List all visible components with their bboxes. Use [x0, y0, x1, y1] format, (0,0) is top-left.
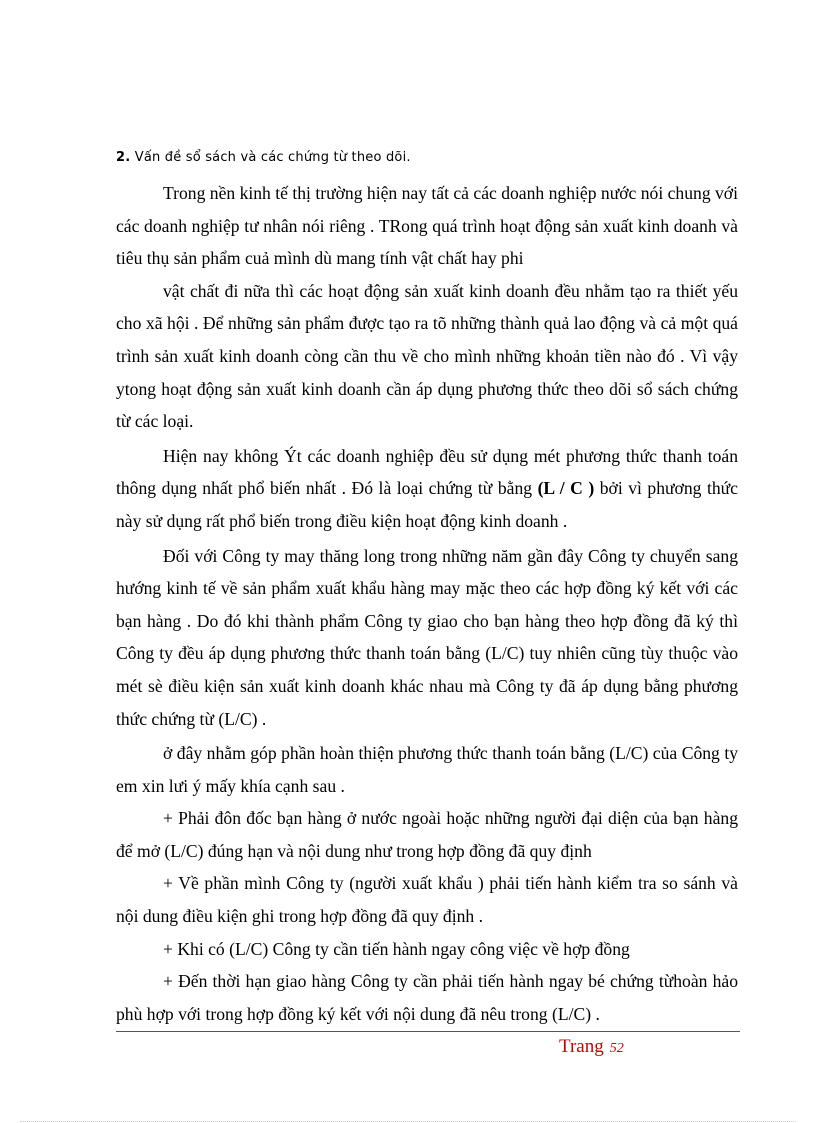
section-heading — [116, 150, 411, 165]
page-number: 52 — [609, 1041, 624, 1056]
paragraph-3 — [116, 440, 738, 538]
paragraph-3-tail: bởi vì phương thức này sử dụng rất phổ biến trong điều kiện hoạt động kinh doanh . — [116, 478, 738, 531]
paragraph-3-text: Hiện nay không Ýt các doanh nghiệp đều sử dụng mét phương thức thanh toán thông dụng nhất phổ biến nhất . Đó là loại chứng từ bằng — [116, 445, 738, 499]
footer-label: Trang — [559, 1036, 604, 1057]
bullet-item: + Về phần mình Công ty (người xuất khẩu ) phải tiến hành kiểm tra so sánh và nội dung điều kiện ghi trong hợp đồng đã quy định . — [116, 873, 738, 927]
section-number: 2. — [116, 150, 131, 165]
paragraph-5: ở đây nhằm góp phần hoàn thiện phương thức thanh toán bằng (L/C) của Công ty em xin lưi ý mấy khía cạnh sau . — [116, 743, 738, 796]
bullet-item: + Khi có (L/C) Công ty cần tiến hành ngay công việc về hợp đồng — [163, 938, 630, 959]
paragraph-4: Đối với Công ty may thăng long trong những năm gần đây Công ty chuyển sang hướng kinh tế về sản phẩm xuất khẩu hàng may mặc theo các hợp đồng ký kết với các bạn hàng . Do đó khi thành phẩm Công ty giao cho bạn hàng theo hợp đồng đã ký thì Công ty đều áp dụng phương thức thanh toán bằng (L/C) tuy nhiên cũng tùy thuộc vào mét sè điều kiện sản xuất kinh doanh khác nhau mà Công ty đã áp dụng bằng phương thức chứng từ (L/C) . — [116, 545, 738, 729]
footer-divider — [116, 1031, 740, 1032]
page-bottom-border — [20, 1121, 796, 1122]
paragraph-3-bold: (L / C ) — [537, 478, 595, 499]
body-text — [116, 177, 738, 1030]
bullet-item: + Phải đôn đốc bạn hàng ở nước ngoài hoặc những người đại diện của bạn hàng để mở (L/C) đúng hạn và nội dung như trong hợp đồng đã quy định — [116, 808, 738, 861]
section-title: Vấn đề sổ sách và các chứng từ theo dõi. — [130, 150, 411, 165]
paragraph-2: vật chất đi nữa thì các hoạt động sản xuất kinh doanh đều nhằm tạo ra thiết yếu cho xã hội . Để những sản phẩm được tạo ra tõ những thành quả lao động và cả một quá trình sản xuất kinh doanh còng cần thu về cho mình những khoản tiền nào đó . Vì vậy ytong hoạt động sản xuất kinh doanh cần áp dụng phương thức theo dõi sổ sách chứng từ các loại. — [116, 280, 738, 432]
paragraph-1: Trong nền kinh tế thị trường hiện nay tất cả các doanh nghiệp nước nói chung với các doanh nghiệp tư nhân nói riêng . TRong quá trình hoạt động sản xuất kinh doanh và tiêu thụ sản phẩm cuả mình dù mang tính vật chất hay phi — [116, 183, 739, 269]
bullet-item: + Đến thời hạn giao hàng Công ty cần phải tiến hành ngay bé chứng từhoàn hảo phù hợp với trong hợp đồng ký kết với nội dung đã nêu trong (L/C) . — [116, 971, 738, 1024]
page-footer — [559, 1036, 624, 1058]
